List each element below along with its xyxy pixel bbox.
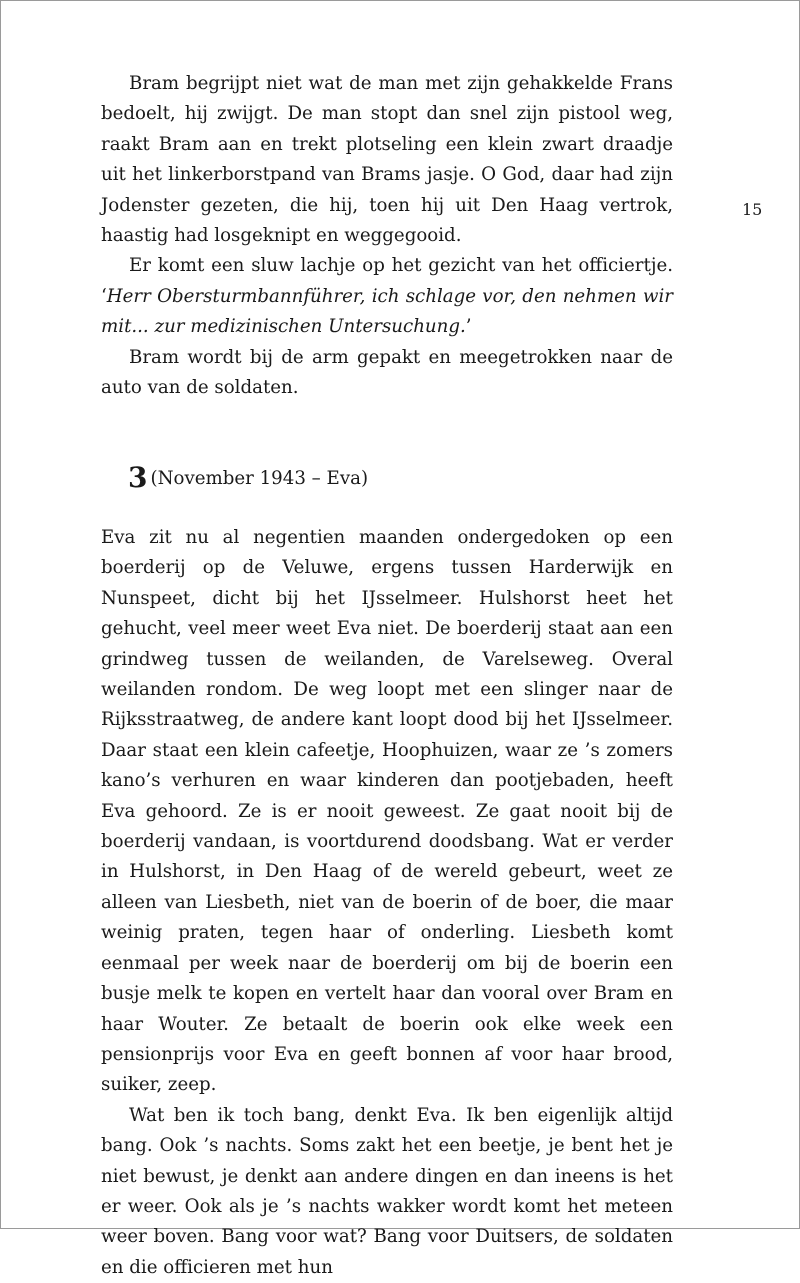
paragraph: Eva zit nu al negentien maanden ondergedoken op een boerderij op de Veluwe, ergens tussen Harderwijk en Nunspeet, dicht bij het IJsselmeer. Hulshorst heet het gehucht, veel meer weet Eva niet. De boerderij staat aan een grindweg tussen de weilanden, de Varelseweg. Overal weilanden rondom. De weg loopt met een slinger naar de Rijksstraatweg, de andere kant loopt dood bij het IJsselmeer. Daar staat een klein cafeetje, Hoophuizen, waar ze ’s zomers kano’s verhuren en waar kinderen dan pootjebaden, heeft Eva gehoord. Ze is er nooit geweest. Ze gaat nooit bij de boerderij vandaan, is voortdurend doodsbang. Wat er verder in Hulshorst, in Den Haag of de wereld gebeurt, weet ze alleen van Liesbeth, niet van de boerin of de boer, die maar weinig praten, tegen haar of onderling. Liesbeth komt eenmaal per week naar de boerderij om bij de boerin een busje melk te kopen en vertelt haar dan vooral over Bram en haar Wouter. Ze betaalt de boerin ook elke week een pensionprijs voor Eva en geeft bonnen af voor haar brood, suiker, zeep. [101,527,673,1096]
paragraph: Bram wordt bij de arm gepakt en meegetrokken naar de auto van de soldaten. [101,346,673,399]
paragraph: Bram begrijpt niet wat de man met zijn gehakkelde Frans bedoelt, hij zwijgt. De man stopt dan snel zijn pistool weg, raakt Bram aan en trekt plotseling een klein zwart draadje uit het linkerborstpand van Brams jasje. O God, daar had zijn Jodenster gezeten, die hij, toen hij uit Den Haag vertrok, haastig had losgeknipt en weggegooid. [101,73,673,247]
text-block-bottom [101,523,673,1283]
paragraph: Wat ben ik toch bang, denkt Eva. Ik ben eigenlijk altijd bang. Ook ’s nachts. Soms zakt het een beetje, je bent het je niet bewust, je denkt aan andere dingen en dan ineens is het er weer. Ook als je ’s nachts wakker wordt komt het meteen weer boven. Bang voor wat? Bang voor Duitsers, de soldaten en die officieren met hun [101,1104,673,1278]
page-number: 15 [742,200,763,219]
chapter-number: 3 [128,461,148,494]
paragraph-lead: Er komt een sluw lachje op het gezicht van het officiertje. ‘ [101,255,673,307]
german-quote: Herr Obersturmbannführer, ich schlage vor, den nehmen wir mit... zur medizinischen Untersuchung. [101,285,673,338]
text-block-top [101,69,673,403]
chapter-subtitle: (November 1943 – Eva) [150,468,369,489]
paragraph-tail: ’ [465,316,472,338]
chapter-heading [128,461,368,496]
paragraph-dialogue [101,251,673,342]
